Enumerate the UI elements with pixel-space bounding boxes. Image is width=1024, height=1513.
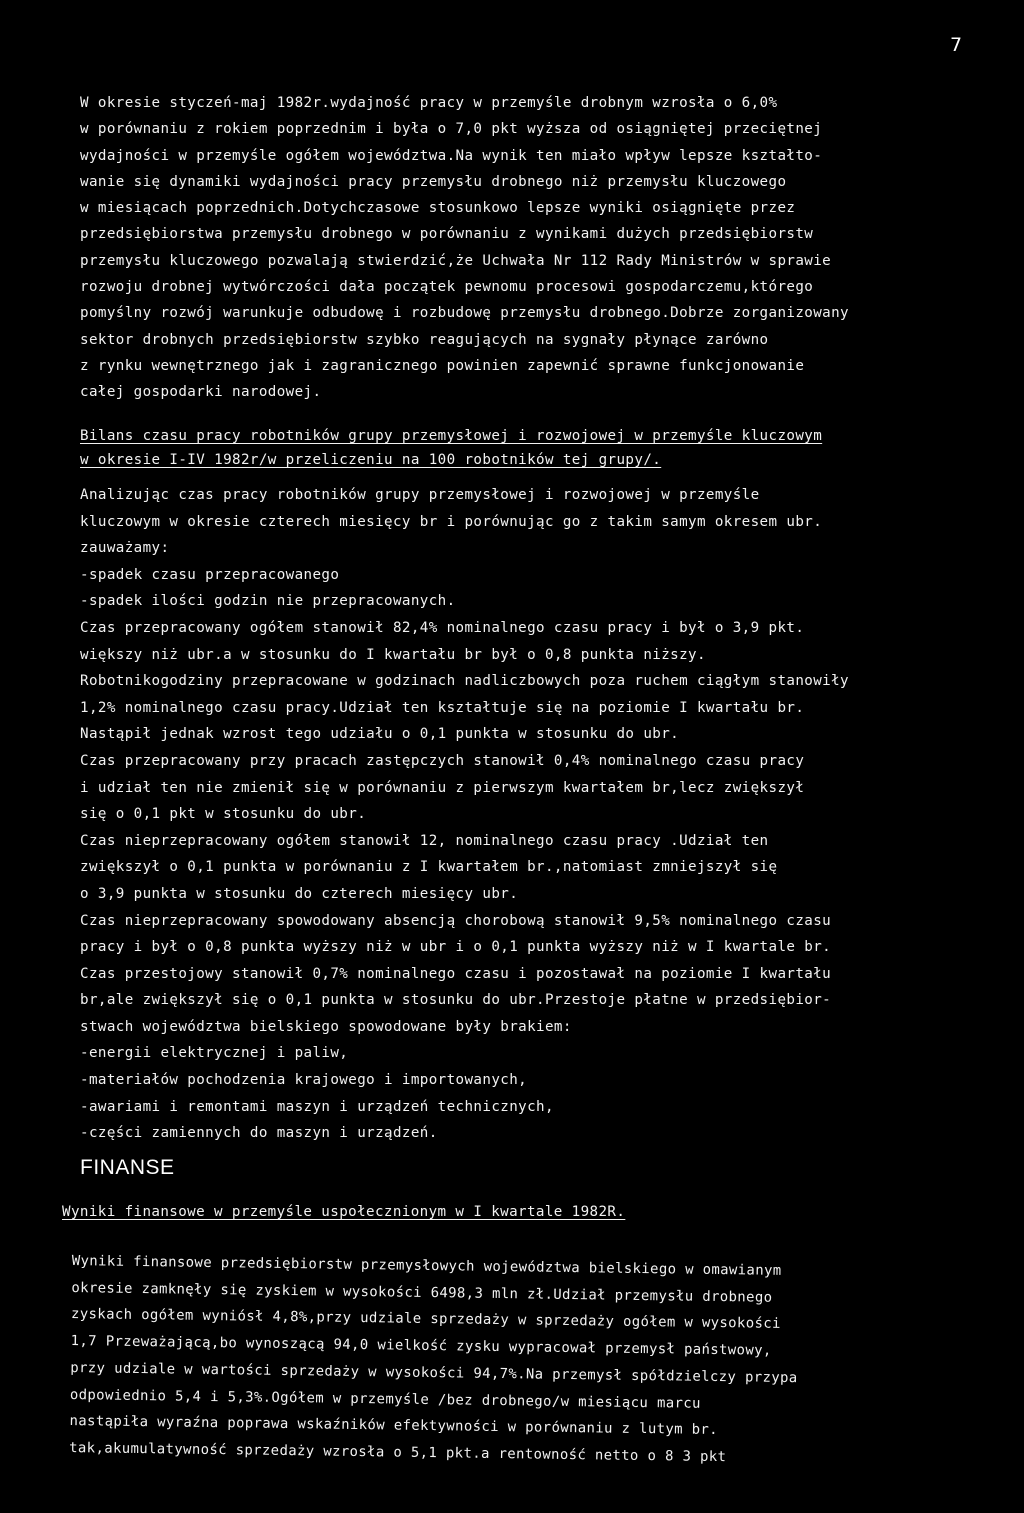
text-line: w miesiącach poprzednich.Dotychczasowe stosunkowo lepsze wyniki osiągnięte przez (80, 200, 796, 217)
text-line: okresie zamknęły się zyskiem w wysokości 6498,3 mln zł.Udział przemysłu drobnego (71, 1279, 773, 1306)
text-line: się o 0,1 pkt w stosunku do ubr. (80, 806, 367, 823)
text-line: o 3,9 punkta w stosunku do czterech miesięcy ubr. (80, 885, 519, 902)
text-line: zyskach ogółem wyniósł 4,8%,przy udziale sprzedaży w sprzedaży ogółem w wysokości (70, 1306, 781, 1333)
text-line: wydajności w przemyśle ogółem województwa.Na wynik ten miało wpływ lepsze kształto- (80, 147, 823, 164)
text-line: wanie się dynamiki wydajności pracy przemysłu drobnego niż przemysłu kluczowego (80, 173, 787, 190)
text-line: -materiałów pochodzenia krajowego i importowanych, (80, 1072, 528, 1089)
text-line: 1,7 Przeważającą,bo wynoszącą 94,0 wielkość zysku wypracował przemysł państwowy, (70, 1333, 772, 1359)
text-line: -spadek czasu przepracowanego (80, 566, 340, 583)
text-line: przemysłu kluczowego pozwalają stwierdzić,że Uchwała Nr 112 Rady Ministrów w sprawie (80, 252, 832, 269)
text-line: br,ale zwiększył się o 0,1 punkta w stosunku do ubr.Przestoje płatne w przedsiębior- (80, 992, 832, 1009)
text-line: Czas przestojowy stanowił 0,7% nominalnego czasu i pozostawał na poziomie I kwartału (80, 965, 832, 982)
text-line: Czas nieprzepracowany ogółem stanowił 12, nominalnego czasu pracy .Udział ten (80, 832, 769, 849)
text-line: Analizując czas pracy robotników grupy przemysłowej i rozwojowej w przemyśle (80, 487, 760, 503)
heading-line: w okresie I-IV 1982r/w przeliczeniu na 100 robotników tej grupy/. (80, 452, 662, 468)
text-line: -spadek ilości godzin nie przepracowanych. (80, 593, 456, 610)
section-heading-bilans (80, 424, 960, 472)
text-line: większy niż ubr.a w stosunku do I kwartału br był o 0,8 punkta niższy. (80, 646, 706, 663)
text-line: 1,2% nominalnego czasu pracy.Udział ten kształtuje się na poziomie I kwartału br. (80, 699, 805, 716)
text-line: kluczowym w okresie czterech miesięcy br i porównując go z takim samym okresem ubr. (80, 513, 823, 530)
text-line: Czas nieprzepracowany spowodowany absencją chorobową stanowił 9,5% nominalnego czasu (80, 912, 832, 929)
sub-heading-wyniki: Wyniki finansowe w przemyśle uspołecznionym w I kwartale 1982R. (62, 1204, 626, 1220)
text-line: stwach województwa bielskiego spowodowane były brakiem: (80, 1018, 572, 1035)
text-line: pracy i był o 0,8 punkta wyższy niż w ubr i o 0,1 punkta wyższy niż w I kwartale br. (80, 939, 832, 956)
text-line: przy udziale w wartości sprzedaży w wysokości 94,7%.Na przemysł spółdzielczy przypa (70, 1359, 798, 1386)
text-line: odpowiednio 5,4 i 5,3%.Ogółem w przemyśle /bez drobnego/w miesiącu marcu (69, 1386, 701, 1412)
heading-line: Bilans czasu pracy robotników grupy przemysłowej i rozwojowej w przemyśle kluczowym (80, 428, 823, 444)
text-line: Robotnikogodziny przepracowane w godzinach nadliczbowych poza ruchem ciągłym stanowiły (80, 673, 849, 690)
text-line: Nastąpił jednak wzrost tego udziału o 0,1 punkta w stosunku do ubr. (80, 726, 680, 743)
section-title-finanse: FINANSE (80, 1156, 175, 1179)
text-line: z rynku wewnętrznego jak i zagranicznego powinien zapewnić sprawne funkcjonowanie (80, 357, 805, 374)
text-line: Czas przepracowany przy pracach zastępczych stanowił 0,4% nominalnego czasu pracy (80, 752, 805, 769)
text-line: Wyniki finansowe przedsiębiorstw przemysłowych województwa bielskiego w omawianym (71, 1252, 782, 1279)
text-line: pomyślny rozwój warunkuje odbudowę i rozbudowę przemysłu drobnego.Dobrze zorganizowany (80, 305, 849, 322)
text-line: nastąpiła wyraźna poprawa wskaźników efektywności w porównaniu z lutym br. (69, 1413, 719, 1439)
paragraph-analysis (80, 482, 980, 1147)
text-line: i udział ten nie zmienił się w porównaniu z pierwszym kwartałem br,lecz zwiększył (80, 779, 805, 796)
text-line: zauważamy: (80, 540, 170, 557)
text-line: rozwoju drobnej wytwórczości dała początek pewnomu procesowi gospodarczemu,którego (80, 279, 814, 296)
paragraph-finance (69, 1248, 982, 1474)
text-line: -awariami i remontami maszyn i urządzeń technicznych, (80, 1098, 554, 1115)
page-number: 7 (950, 34, 963, 56)
paragraph-intro (80, 90, 980, 406)
text-line: zwiększył o 0,1 punkta w porównaniu z I kwartałem br.,natomiast zmniejszył się (80, 859, 778, 876)
text-line: tak,akumulatywność sprzedaży wzrosła o 5,1 pkt.a rentowność netto o 8 3 pkt (69, 1439, 727, 1466)
text-line: W okresie styczeń-maj 1982r.wydajność pracy w przemyśle drobnym wzrosła o 6,0% (80, 95, 778, 111)
text-line: przedsiębiorstwa przemysłu drobnego w porównaniu z wynikami dużych przedsiębiorstw (80, 226, 814, 243)
text-line: -energii elektrycznej i paliw, (80, 1045, 349, 1062)
text-line: Czas przepracowany ogółem stanowił 82,4% nominalnego czasu pracy i był o 3,9 pkt. (80, 619, 805, 636)
text-line: -części zamiennych do maszyn i urządzeń. (80, 1125, 438, 1142)
text-line: sektor drobnych przedsiębiorstw szybko reagujących na sygnały płynące zarówno (80, 331, 769, 348)
text-line: w porównaniu z rokiem poprzednim i była o 7,0 pkt wyższa od osiągniętej przeciętnej (80, 121, 823, 138)
text-line: całej gospodarki narodowej. (80, 384, 322, 401)
